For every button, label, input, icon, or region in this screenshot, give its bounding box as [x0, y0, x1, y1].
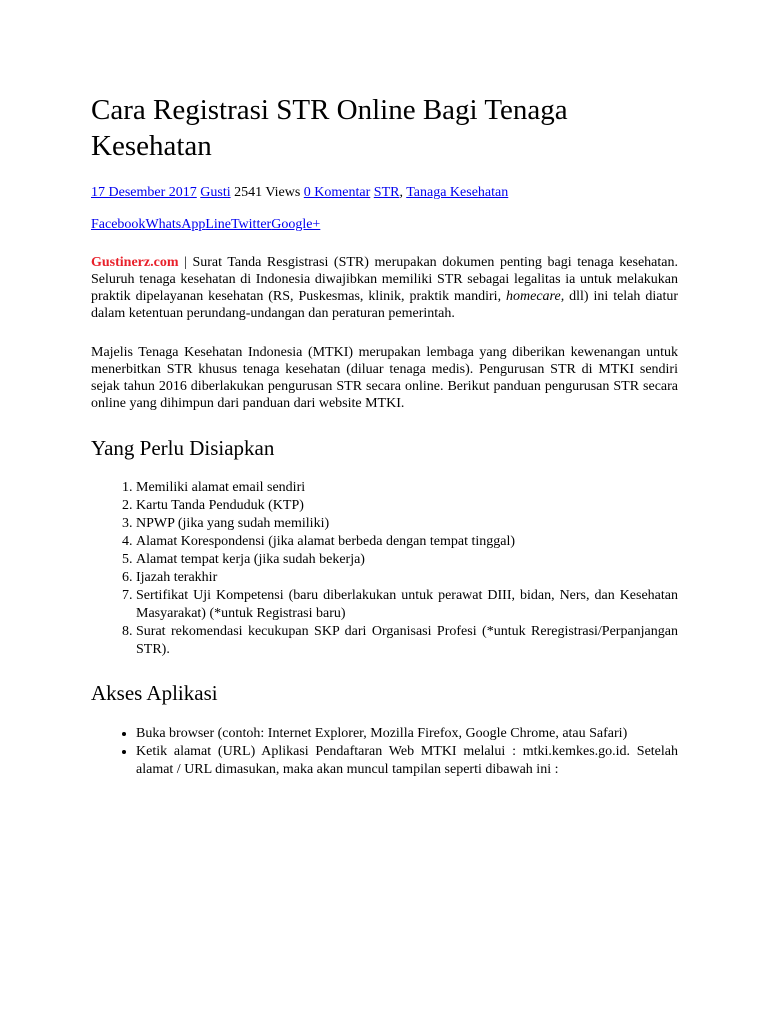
comments-link[interactable]: 0 Komentar — [303, 185, 371, 200]
list-item: 4. Alamat Korespondensi (jika alamat berbeda dengan tempat tinggal) — [136, 533, 678, 551]
intro-text-b: dll) ini telah diatur dalam ketentuan perundang-undangan dan peraturan pemerintah. — [91, 289, 678, 321]
site-brand: Gustinerz.com — [91, 255, 179, 270]
list-item: 7. Sertifikat Uji Kompetensi (baru diberlakukan untuk perawat DIII, bidan, Ners, dan Kesehatan Masyarakat) (*untuk Registrasi baru) — [136, 587, 678, 623]
list-item: 8. Surat rekomendasi kecukupan SKP dari Organisasi Profesi (*untuk Reregistrasi/Perpanjangan STR). — [136, 623, 678, 659]
share-twitter-link[interactable]: Twitter — [230, 217, 272, 232]
list-item: 6. Ijazah terakhir — [136, 569, 678, 587]
category-link-tenaga-kesehatan[interactable]: Tanaga Kesehatan — [406, 185, 509, 200]
category-link-str[interactable]: STR — [373, 185, 400, 200]
access-list — [91, 725, 678, 779]
list-item: 5. Alamat tempat kerja (jika sudah bekerja) — [136, 551, 678, 569]
share-links — [91, 216, 678, 234]
list-item: • Ketik alamat (URL) Aplikasi Pendaftaran Web MTKI melalui : mtki.kemkes.go.id. Setelah alamat / URL dimasukan, maka akan muncul tampilan seperti dibawah ini : — [136, 743, 678, 779]
list-item: 3. NPWP (jika yang sudah memiliki) — [136, 515, 678, 533]
author-link[interactable]: Gusti — [200, 185, 231, 200]
heading-yang-perlu-disiapkan: Yang Perlu Disiapkan — [91, 436, 275, 460]
article — [91, 92, 678, 779]
mtki-paragraph: Majelis Tenaga Kesehatan Indonesia (MTKI) merupakan lembaga yang diberikan kewenangan untuk menerbitkan STR khusus tenaga kesehatan (diluar tenaga medis). Pengurusan STR di MTKI sendiri sejak tahun 2016 diberlakukan pengurusan STR secara online. Berikut panduan pengurusan STR secara online yang dihimpun dari panduan dari website MTKI. — [91, 345, 678, 411]
intro-italic: homecare, — [506, 289, 565, 304]
post-meta — [91, 184, 678, 202]
list-item: • Buka browser (contoh: Internet Explorer, Mozilla Firefox, Google Chrome, atau Safari) — [136, 725, 678, 743]
share-line-link[interactable]: Line — [205, 217, 231, 232]
post-date-link[interactable]: 17 Desember 2017 — [91, 185, 197, 200]
preparation-list — [91, 479, 678, 659]
intro-paragraph — [91, 254, 678, 322]
list-item: 2. Kartu Tanda Penduduk (KTP) — [136, 497, 678, 515]
view-count: 2541 Views — [234, 185, 301, 200]
list-item: 1. Memiliki alamat email sendiri — [136, 479, 678, 497]
share-facebook-link[interactable]: Facebook — [91, 217, 146, 232]
article-title: Cara Registrasi STR Online Bagi Tenaga Kesehatan — [91, 94, 568, 162]
intro-text-a: | Surat Tanda Resgistrasi (STR) merupakan dokumen penting bagi tenaga kesehatan. Seluruh tenaga kesehatan di Indonesia diwajibkan memiliki STR sebagai legalitas ia untuk melakukan praktik dipelayanan kesehatan (RS, Puskesmas, klinik, praktik mandiri, — [91, 255, 678, 304]
share-google-plus-link[interactable]: Google+ — [271, 217, 321, 232]
share-whatsapp-link[interactable]: WhatsApp — [145, 217, 206, 232]
heading-akses-aplikasi: Akses Aplikasi — [91, 681, 218, 705]
category-separator: , — [399, 185, 403, 200]
